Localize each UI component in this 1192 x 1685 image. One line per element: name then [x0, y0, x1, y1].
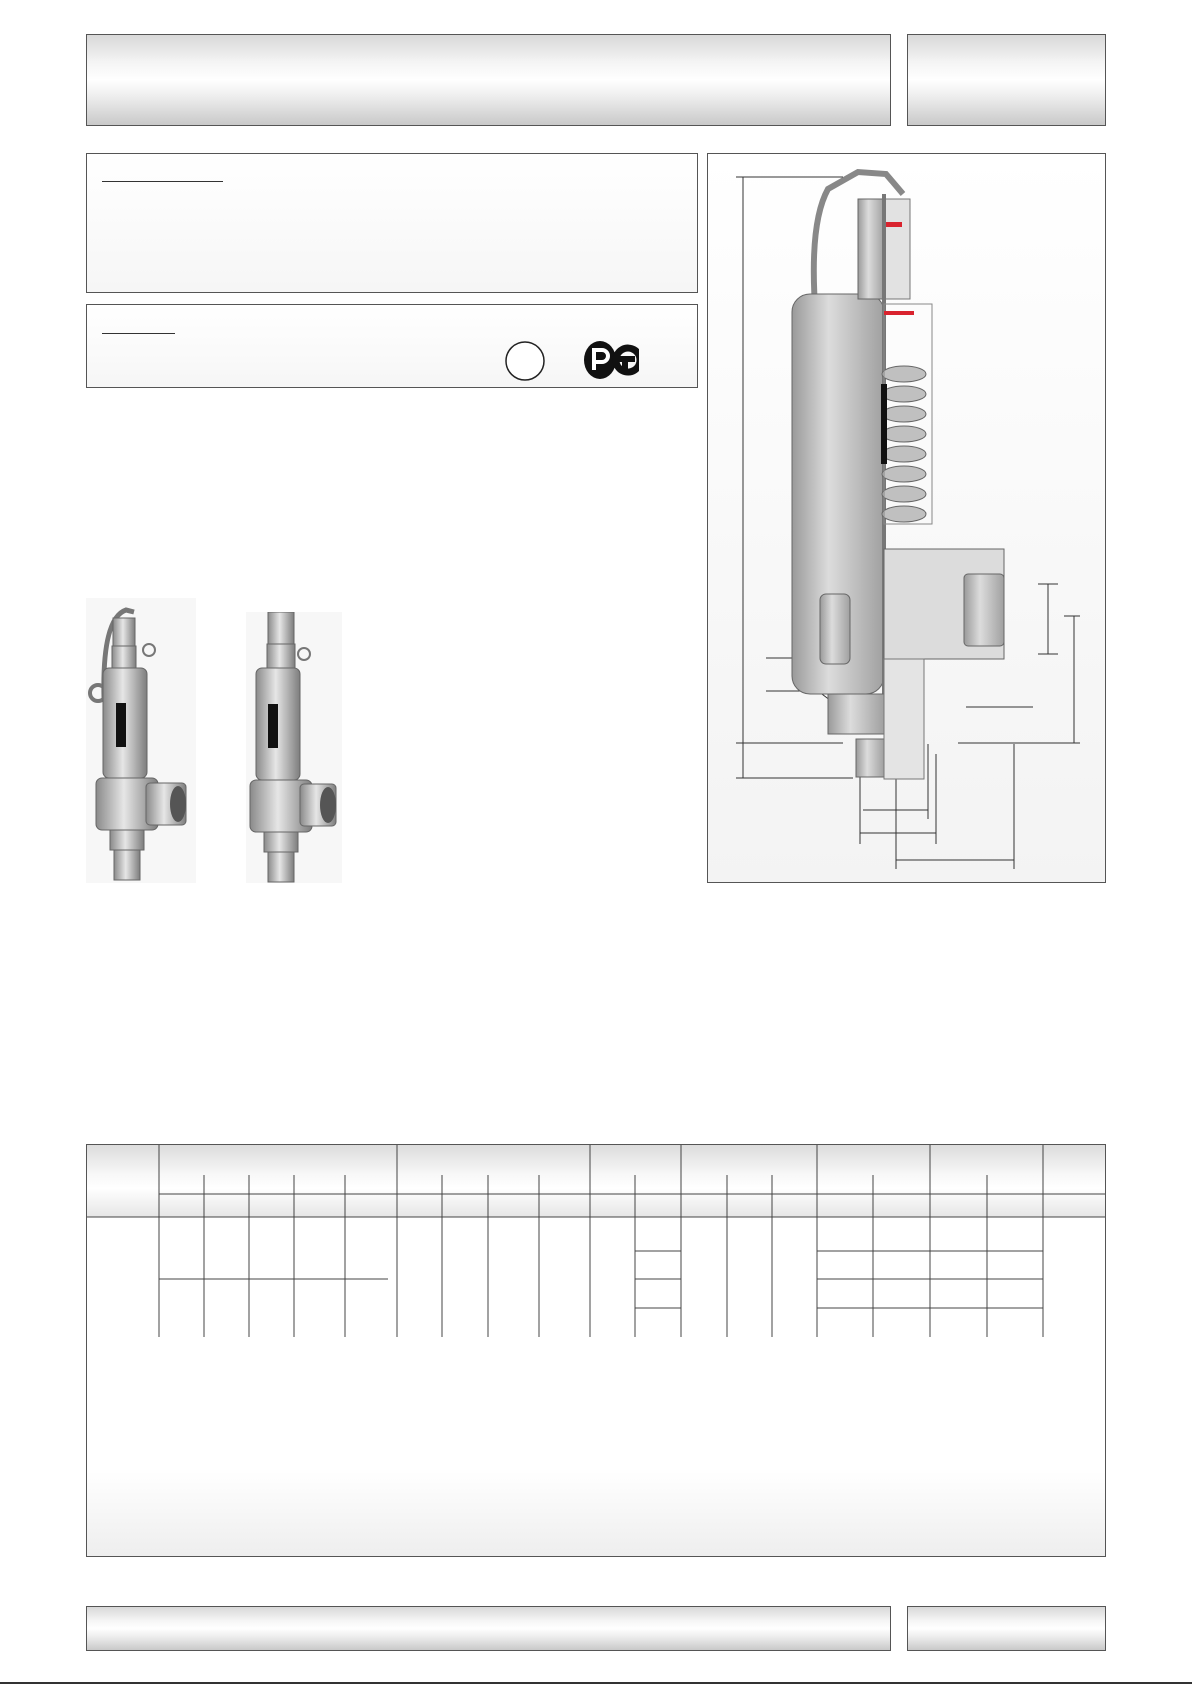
footer-side-bar — [907, 1606, 1106, 1651]
page-bottom-rule — [0, 1682, 1192, 1684]
description-heading-underline — [102, 181, 223, 182]
cross-section-panel — [707, 153, 1106, 883]
approvals-panel — [86, 304, 698, 388]
header-title-bar — [86, 34, 891, 126]
description-panel — [86, 153, 698, 293]
footer-bar — [86, 1606, 891, 1651]
ce-mark-icon — [504, 340, 546, 382]
header-side-bar — [907, 34, 1106, 126]
rostest-mark-icon — [583, 339, 639, 381]
table-grid-lines — [87, 1145, 1105, 1556]
valve-photo-with-cap — [246, 612, 342, 883]
valve-cross-section-drawing — [708, 154, 1105, 882]
specification-table — [86, 1144, 1106, 1557]
valve-photo-with-lever — [86, 598, 196, 883]
approvals-heading-underline — [102, 333, 175, 334]
